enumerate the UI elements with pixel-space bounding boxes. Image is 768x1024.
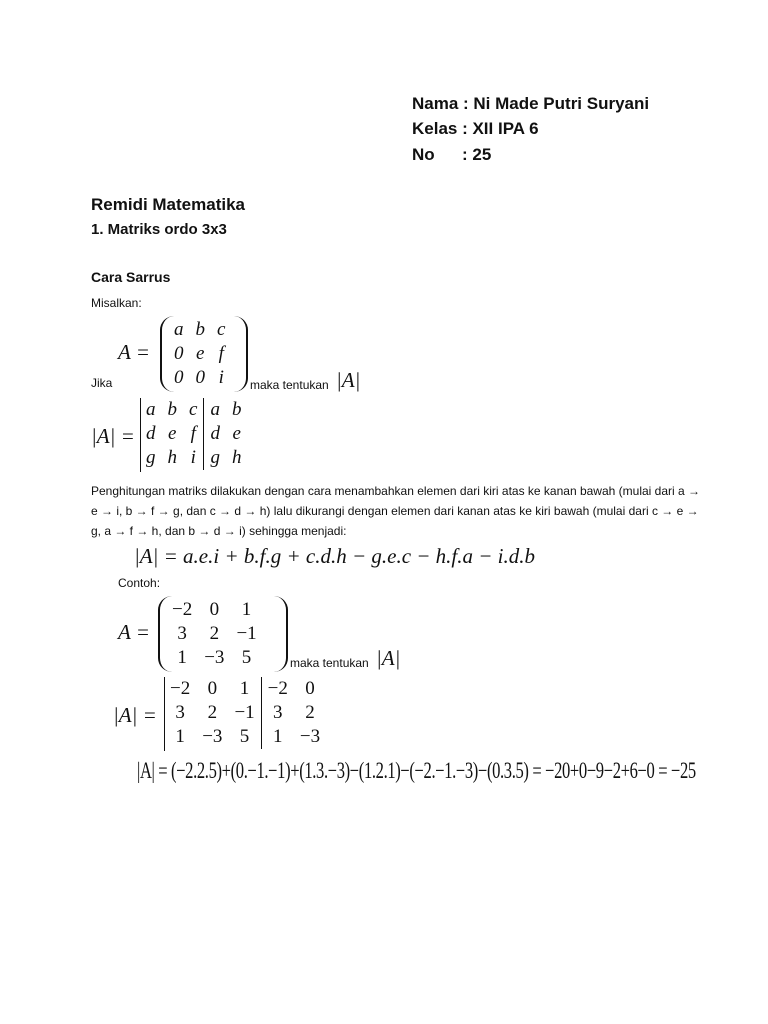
document-title: Remidi Matematika <box>91 195 245 214</box>
example-matrix-table: −2 0 1 3 2 −1 1 −3 5 <box>172 599 257 668</box>
jika-text: Jika <box>91 376 113 390</box>
example-sarrus-scheme <box>164 677 364 751</box>
matrix-a <box>162 316 246 392</box>
matrix-a-table: a b c 0 e f 0 0 i <box>174 319 226 388</box>
right-paren <box>272 596 288 672</box>
example-sarrus-table: −2 0 1 −2 0 3 2 −1 3 2 1 −3 5 1 −3 <box>170 678 321 747</box>
explanation-paragraph: Penghitungan matriks dilakukan dengan cara menambahkan elemen dari kiri atas ke kanan bawah (mulai dari a → e → i, b → f → g, dan c → d → h) lalu dikurangi dengan elemen dari kanan atas ke kiri bawah (mulai dari c → e → g, a → f → h, dan b → d → i) sehingga menjadi: <box>91 484 701 538</box>
example-det-symbol: |A| <box>376 646 401 670</box>
sarrus-scheme <box>140 398 270 472</box>
sarrus-table: a b c a b d e f d e g h i g h <box>146 399 242 468</box>
number-value: : 25 <box>462 145 492 164</box>
example-a-lhs: A = <box>118 620 150 644</box>
det-symbol: |A| <box>336 368 361 392</box>
contoh-text: Contoh: <box>118 576 161 590</box>
matrix-a-lhs: A = <box>118 340 150 364</box>
sarrus-lhs: |A| = <box>91 424 135 448</box>
maka-text: maka tentukan <box>250 378 329 392</box>
student-name: Nama : Ni Made Putri Suryani <box>412 94 650 113</box>
example-maka-text: maka tentukan <box>290 656 369 670</box>
misalkan-text: Misalkan: <box>91 296 142 310</box>
right-paren <box>232 316 248 392</box>
student-number <box>412 145 491 165</box>
example-result: |A| = (−2.2.5)+(0.−1.−1)+(1.3.−3)−(1.2.1)−(−2.−1.−3)−(0.3.5) = −20+0−9−2+6−0 = −25 <box>137 758 696 783</box>
subsection-heading: Cara Sarrus <box>91 269 171 285</box>
sarrus-formula: |A| = a.e.i + b.f.g + c.d.h − g.e.c − h.f.a − i.d.b <box>134 544 536 568</box>
number-label: No <box>412 145 435 164</box>
example-matrix-a <box>160 596 286 672</box>
section-heading: 1. Matriks ordo 3x3 <box>91 221 227 238</box>
student-class: Kelas : XII IPA 6 <box>412 119 539 138</box>
example-sarrus-lhs: |A| = <box>113 703 157 727</box>
